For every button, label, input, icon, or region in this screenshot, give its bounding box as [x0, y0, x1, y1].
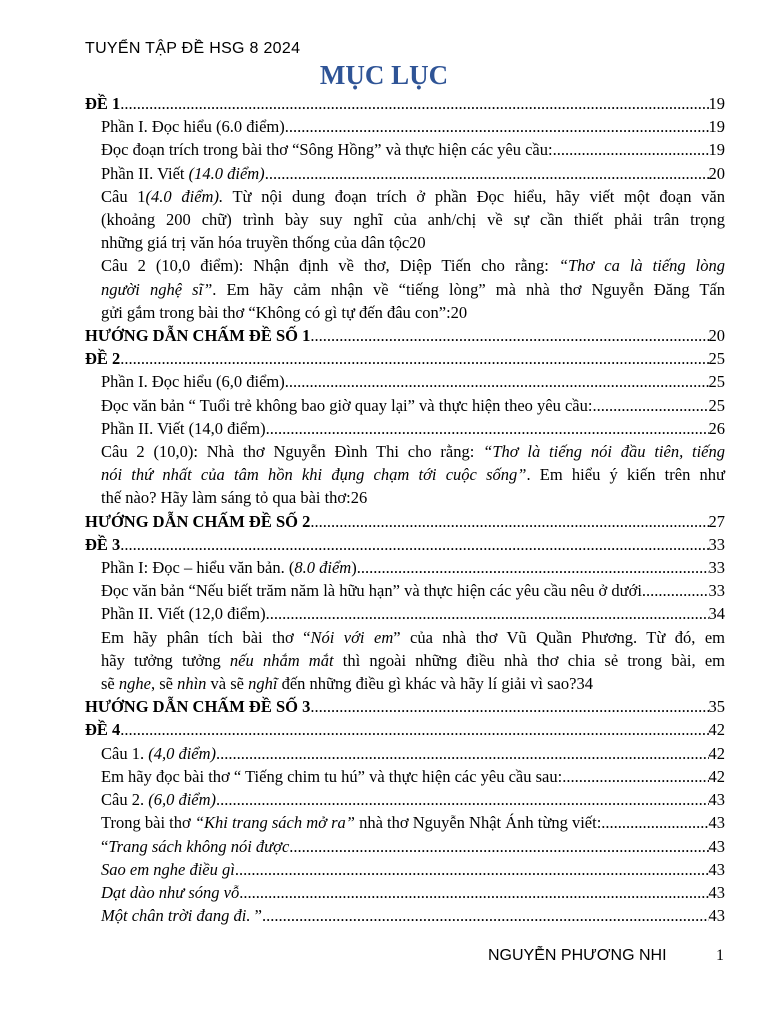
toc-page-number: 19	[708, 94, 725, 113]
toc-entry-huong-dan-1[interactable]	[85, 324, 725, 347]
toc-entry[interactable]	[85, 904, 725, 927]
toc-entry-text: ĐỀ 3	[85, 534, 121, 554]
toc-entry[interactable]	[85, 881, 725, 904]
toc-entry-text: Sao em nghe điều gì	[101, 859, 235, 879]
toc-entry-text: Đọc văn bản “Nếu biết trăm năm là hữu hạn” và thực hiện các yêu cầu nêu ở dưới.	[101, 581, 647, 601]
toc-page-number: 43	[708, 836, 725, 856]
toc-page-number: 34	[576, 674, 593, 694]
toc-page-number: 43	[708, 813, 725, 833]
toc-entry-de-2[interactable]	[85, 347, 725, 370]
toc-entry[interactable]	[85, 138, 725, 161]
toc-entry-text: Phần II. Viết (12,0 điểm)	[101, 604, 266, 624]
toc-entry[interactable]	[85, 115, 725, 138]
toc-page-number: 25	[708, 349, 725, 369]
toc-entry-text: HƯỚNG DẪN CHẤM ĐỀ SỐ 2	[85, 511, 311, 531]
toc-entry[interactable]	[85, 742, 725, 765]
toc-page-number: 34	[708, 604, 725, 624]
toc-entry-text: Trong bài thơ “Khi trang sách mở ra” nhà thơ Nguyễn Nhật Ánh từng viết:	[101, 813, 602, 833]
toc-page-number: 20	[708, 163, 725, 183]
toc-page-number: 20	[450, 302, 468, 322]
toc-entry-text: Đọc đoạn trích trong bài thơ “Sông Hồng” và thực hiện các yêu cầu:	[101, 140, 553, 160]
toc-page-number: 20	[708, 326, 725, 346]
toc-page-number: 43	[708, 859, 725, 879]
toc-entry-text: Câu 1. (4,0 điểm)	[101, 743, 217, 763]
footer-author: NGUYỄN PHƯƠNG NHI	[488, 947, 667, 964]
toc-entry[interactable]	[85, 602, 725, 625]
toc-entry-text: “Trang sách không nói được	[101, 836, 290, 856]
toc-page-number: 33	[708, 558, 725, 578]
toc-entry-de-1[interactable]	[85, 92, 725, 115]
toc-entry[interactable]: Câu 1(4.0 điểm). Từ nội dung đoạn trích ở phần Đọc hiểu, hãy viết một đoạn văn (khoảng 200 chữ) trình bày suy nghĩ của anh/chị về sự cần thiết phải trân trọng những giá trị văn hóa truyền thống của dân tộc 20	[85, 185, 725, 255]
toc-entry-text: HƯỚNG DẪN CHẤM ĐỀ SỐ 1	[85, 326, 311, 346]
toc-page-number: 35	[708, 697, 725, 717]
toc-entry-de-4[interactable]	[85, 718, 725, 741]
toc-entry-huong-dan-3[interactable]	[85, 695, 725, 718]
toc-page-number: 33	[708, 581, 725, 601]
toc-page-number: 25	[708, 395, 725, 415]
toc-entry[interactable]	[85, 417, 725, 440]
toc-page-number: 43	[708, 790, 725, 810]
toc-entry[interactable]	[85, 858, 725, 881]
toc-entry[interactable]: Em hãy phân tích bài thơ “Nói với em” của nhà thơ Vũ Quần Phương. Từ đó, em hãy tưởng tưởng nếu nhắm mắt thì ngoài những điều nhà thơ chia sẻ trong bài, em sẽ nghe, sẽ nhìn và sẽ nghĩ đến những điều gì khác và hãy lí giải vì sao? 34	[85, 626, 725, 696]
toc-entry-text: Dạt dào như sóng vỗ	[101, 882, 240, 902]
toc-entry-text: ĐỀ 4	[85, 720, 121, 740]
toc-entry-huong-dan-2[interactable]	[85, 510, 725, 533]
toc-entry-text: Phần II. Viết (14,0 điểm)	[101, 418, 266, 438]
toc-entry[interactable]	[85, 811, 725, 834]
toc-entry-text: Câu 2. (6,0 điểm)	[101, 790, 217, 810]
toc-entry[interactable]	[85, 370, 725, 393]
toc-entry-text: Em hãy đọc bài thơ “ Tiếng chim tu hú” và thực hiện các yêu cầu sau:	[101, 766, 563, 786]
document-header: TUYỂN TẬP ĐỀ HSG 8 2024	[85, 40, 301, 57]
toc-entry[interactable]	[85, 765, 725, 788]
toc-page-number: 42	[708, 743, 725, 763]
toc-entry-text: ĐỀ 2	[85, 349, 121, 369]
toc-page-number: 43	[708, 906, 725, 926]
toc-entry-text: Phần I. Đọc hiểu (6.0 điểm)	[101, 117, 285, 137]
toc-page-number: 26	[350, 488, 368, 508]
toc-entry[interactable]	[85, 788, 725, 811]
toc-entry-de-3[interactable]	[85, 533, 725, 556]
toc-entry-text: Một chân trời đang đi. ”	[101, 906, 262, 926]
footer-page-number: 1	[716, 947, 724, 964]
toc-page-number: 43	[708, 882, 725, 902]
toc-entry-text: HƯỚNG DẪN CHẤM ĐỀ SỐ 3	[85, 697, 311, 717]
toc-page-number: 20	[409, 233, 426, 253]
toc-entry[interactable]: Câu 2 (10,0): Nhà thơ Nguyễn Đình Thi cho rằng: “Thơ là tiếng nói đầu tiên, tiếng nói thứ nhất của tâm hồn khi đụng chạm tới cuộc sống”. Em hiểu ý kiến trên như thế nào? Hãy làm sáng tỏ qua bài thơ: 26	[85, 440, 725, 510]
toc-entry[interactable]: Câu 2 (10,0 điểm): Nhận định về thơ, Diệp Tiến cho rằng: “Thơ ca là tiếng lòng người nghệ sĩ”. Em hãy cảm nhận về “tiếng lòng” mà nhà thơ Nguyễn Đăng Tấn gửi gắm trong bài thơ “Không có gì tự đến đâu con”: 20	[85, 254, 725, 324]
toc-page-number: 27	[708, 511, 725, 531]
toc-entry[interactable]	[85, 835, 725, 858]
toc-entry[interactable]	[85, 162, 725, 185]
toc-page-number: 33	[708, 534, 725, 554]
toc-page-number: 26	[708, 418, 725, 438]
toc-page-number: 42	[708, 720, 725, 740]
toc-entry-text: Phần II. Viết (14.0 điểm)	[101, 163, 265, 183]
toc-entry[interactable]	[85, 556, 725, 579]
toc-entry-text: Phần I: Đọc – hiểu văn bản. (8.0 điểm)	[101, 558, 357, 578]
toc-page-number: 42	[708, 766, 725, 786]
toc-page-number: 25	[708, 372, 725, 392]
toc-entry[interactable]	[85, 579, 725, 602]
toc-page-number: 19	[708, 117, 725, 137]
toc-entry-text: Phần I. Đọc hiểu (6,0 điểm)	[101, 372, 285, 392]
toc-entry-text: ĐỀ 1	[85, 94, 121, 113]
table-of-contents	[85, 92, 725, 927]
page-title: MỤC LỤC	[319, 60, 449, 90]
toc-entry[interactable]	[85, 394, 725, 417]
toc-page-number: 19	[708, 140, 725, 160]
toc-entry-text: Đọc văn bản “ Tuổi trẻ không bao giờ quay lại” và thực hiện theo yêu cầu:	[101, 395, 593, 415]
